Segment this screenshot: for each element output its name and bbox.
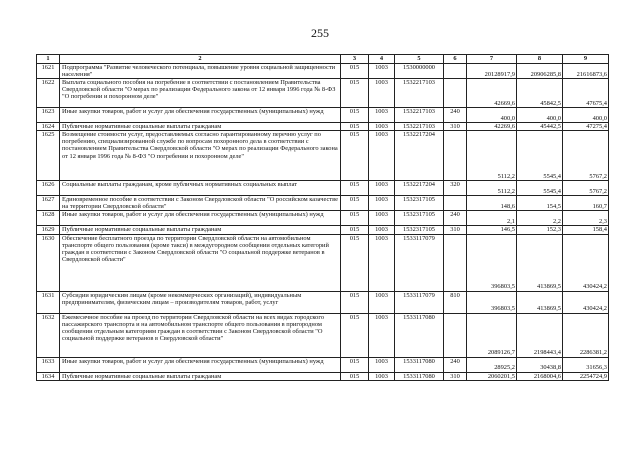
value-col-8: 20906285,8: [517, 64, 563, 79]
row-number: 1621: [37, 64, 60, 79]
target-article-code: 1533117080: [395, 357, 444, 372]
value-col-7: 400,0: [467, 108, 517, 123]
table-row: [37, 372, 609, 380]
column-header: 3: [341, 55, 369, 64]
value-col-9: 47675,4: [563, 79, 609, 108]
row-name: Выплата социального пособия на погребение в соответствии с постановлением Правительства Свердловской области "О мерах по реализации Федерального закона от 12 января 1996 года № 8-ФЗ "О погребении и похоронном деле": [60, 79, 341, 108]
section-code: 1003: [369, 234, 395, 291]
target-article-code: 1532217204: [395, 131, 444, 181]
section-code: 1003: [369, 131, 395, 181]
target-article-code: 1533117079: [395, 291, 444, 313]
target-article-code: 1532317105: [395, 196, 444, 211]
expense-type-code: [444, 131, 467, 181]
expense-type-code: 310: [444, 372, 467, 380]
admin-code: 015: [341, 196, 369, 211]
row-name: Публичные нормативные социальные выплаты гражданам: [60, 226, 341, 234]
expense-type-code: [444, 234, 467, 291]
admin-code: 015: [341, 313, 369, 357]
budget-table: [36, 54, 609, 381]
section-code: 1003: [369, 64, 395, 79]
table-row: [37, 79, 609, 108]
table-row: [37, 123, 609, 131]
row-number: 1626: [37, 181, 60, 196]
value-col-9: 5767,2: [563, 131, 609, 181]
row-name: Ежемесячное пособие на проезд по территории Свердловской области на всех видах городского пассажирского транспорта и на автомобильном транспорте общего пользования в пригородном сообщении отдельным категориям граждан в соответствии с Законом Свердловской области "О социальной поддержке ветеранов в Свердловской области": [60, 313, 341, 357]
value-col-9: 21616873,6: [563, 64, 609, 79]
row-name: Публичные нормативные социальные выплаты гражданам: [60, 123, 341, 131]
section-code: 1003: [369, 291, 395, 313]
table-row: [37, 181, 609, 196]
column-header: 6: [444, 55, 467, 64]
section-code: 1003: [369, 357, 395, 372]
value-col-7: 5112,2: [467, 131, 517, 181]
value-col-7: 2060201,5: [467, 372, 517, 380]
value-col-9: 31656,3: [563, 357, 609, 372]
section-code: 1003: [369, 226, 395, 234]
value-col-8: 2198443,4: [517, 313, 563, 357]
section-code: 1003: [369, 313, 395, 357]
value-col-9: 2254724,9: [563, 372, 609, 380]
admin-code: 015: [341, 234, 369, 291]
table-row: [37, 211, 609, 226]
expense-type-code: 320: [444, 181, 467, 196]
expense-type-code: [444, 64, 467, 79]
value-col-7: 20128917,9: [467, 64, 517, 79]
column-header: 1: [37, 55, 60, 64]
column-header: 8: [517, 55, 563, 64]
row-name: Возмещение стоимости услуг, предоставляемых согласно гарантированному перечню услуг по погребению, специализированной службе по вопросам похоронного дела в соответствии с постановлением Правительства Свердловской области "О мерах по реализации Федерального закона от 12 января 1996 года № 8-ФЗ "О погребении и похоронном деле": [60, 131, 341, 181]
value-col-9: 5767,2: [563, 181, 609, 196]
value-col-7: 2,1: [467, 211, 517, 226]
page-number: 255: [311, 26, 329, 40]
target-article-code: 1533117080: [395, 313, 444, 357]
expense-type-code: 810: [444, 291, 467, 313]
value-col-8: 5545,4: [517, 131, 563, 181]
row-name: Социальные выплаты гражданам, кроме публичных нормативных социальных выплат: [60, 181, 341, 196]
row-number: 1624: [37, 123, 60, 131]
column-header: 5: [395, 55, 444, 64]
target-article-code: 1532317105: [395, 226, 444, 234]
row-name: Подпрограмма "Развитие человеческого потенциала, повышение уровня социальной защищенности населения": [60, 64, 341, 79]
value-col-7: 5112,2: [467, 181, 517, 196]
row-name: Иные закупки товаров, работ и услуг для обеспечения государственных (муниципальных) нужд: [60, 211, 341, 226]
row-number: 1634: [37, 372, 60, 380]
column-header: 2: [60, 55, 341, 64]
row-number: 1622: [37, 79, 60, 108]
table-row: [37, 64, 609, 79]
table-row: [37, 234, 609, 291]
target-article-code: 1532217103: [395, 108, 444, 123]
admin-code: 015: [341, 181, 369, 196]
admin-code: 015: [341, 131, 369, 181]
value-col-8: 45842,5: [517, 79, 563, 108]
value-col-7: 148,6: [467, 196, 517, 211]
table-header-row: [37, 55, 609, 64]
admin-code: 015: [341, 291, 369, 313]
value-col-7: 396803,5: [467, 291, 517, 313]
expense-type-code: 310: [444, 123, 467, 131]
table-row: [37, 291, 609, 313]
table-row: [37, 313, 609, 357]
value-col-7: 42669,6: [467, 79, 517, 108]
value-col-9: 430424,2: [563, 291, 609, 313]
row-name: Иные закупки товаров, работ и услуг для обеспечения государственных (муниципальных) нужд: [60, 357, 341, 372]
admin-code: 015: [341, 226, 369, 234]
value-col-8: 154,5: [517, 196, 563, 211]
table-row: [37, 131, 609, 181]
value-col-9: 400,0: [563, 108, 609, 123]
column-header: 7: [467, 55, 517, 64]
row-number: 1633: [37, 357, 60, 372]
value-col-7: 42269,6: [467, 123, 517, 131]
row-name: Субсидии юридическим лицам (кроме некоммерческих организаций), индивидуальным предпринимателям, физическим лицам – производителям товаров, работ, услуг: [60, 291, 341, 313]
value-col-8: 45442,5: [517, 123, 563, 131]
row-name: Публичные нормативные социальные выплаты гражданам: [60, 372, 341, 380]
value-col-8: 30438,8: [517, 357, 563, 372]
admin-code: 015: [341, 79, 369, 108]
expense-type-code: 240: [444, 357, 467, 372]
table-row: [37, 226, 609, 234]
table-row: [37, 108, 609, 123]
admin-code: 015: [341, 211, 369, 226]
section-code: 1003: [369, 181, 395, 196]
value-col-7: 28925,2: [467, 357, 517, 372]
row-number: 1623: [37, 108, 60, 123]
row-number: 1631: [37, 291, 60, 313]
section-code: 1003: [369, 79, 395, 108]
section-code: 1003: [369, 108, 395, 123]
row-number: 1630: [37, 234, 60, 291]
target-article-code: 1532317105: [395, 211, 444, 226]
value-col-9: 2,3: [563, 211, 609, 226]
column-header: 9: [563, 55, 609, 64]
expense-type-code: 240: [444, 108, 467, 123]
column-header: 4: [369, 55, 395, 64]
target-article-code: 1532217103: [395, 79, 444, 108]
target-article-code: 1530000000: [395, 64, 444, 79]
target-article-code: 1533117080: [395, 372, 444, 380]
value-col-8: 413869,5: [517, 291, 563, 313]
value-col-9: 160,7: [563, 196, 609, 211]
target-article-code: 1533117079: [395, 234, 444, 291]
target-article-code: 1532217103: [395, 123, 444, 131]
value-col-7: 2089126,7: [467, 313, 517, 357]
value-col-8: 413869,5: [517, 234, 563, 291]
admin-code: 015: [341, 372, 369, 380]
value-col-8: 2,2: [517, 211, 563, 226]
value-col-8: 400,0: [517, 108, 563, 123]
section-code: 1003: [369, 211, 395, 226]
value-col-7: 396803,5: [467, 234, 517, 291]
expense-type-code: 310: [444, 226, 467, 234]
row-name: Иные закупки товаров, работ и услуг для обеспечения государственных (муниципальных) нужд: [60, 108, 341, 123]
admin-code: 015: [341, 357, 369, 372]
expense-type-code: [444, 196, 467, 211]
value-col-8: 2168004,6: [517, 372, 563, 380]
section-code: 1003: [369, 372, 395, 380]
row-number: 1627: [37, 196, 60, 211]
admin-code: 015: [341, 108, 369, 123]
value-col-9: 430424,2: [563, 234, 609, 291]
expense-type-code: 240: [444, 211, 467, 226]
row-name: Обеспечение бесплатного проезда по территории Свердловской области на автомобильном транспорте общего пользования (кроме такси) в междугородном сообщении отдельных категорий граждан в соответствии с Законом Свердловской области "О социальной поддержке ветеранов в Свердловской области": [60, 234, 341, 291]
admin-code: 015: [341, 123, 369, 131]
section-code: 1003: [369, 196, 395, 211]
table-row: [37, 196, 609, 211]
expense-type-code: [444, 79, 467, 108]
value-col-9: 158,4: [563, 226, 609, 234]
table-row: [37, 357, 609, 372]
value-col-8: 152,3: [517, 226, 563, 234]
value-col-9: 47275,4: [563, 123, 609, 131]
row-name: Единовременное пособие в соответствии с Законом Свердловской области "О российском казачестве на территории Свердловской области": [60, 196, 341, 211]
admin-code: 015: [341, 64, 369, 79]
value-col-8: 5545,4: [517, 181, 563, 196]
value-col-9: 2286381,2: [563, 313, 609, 357]
row-number: 1625: [37, 131, 60, 181]
target-article-code: 1532217204: [395, 181, 444, 196]
value-col-7: 146,5: [467, 226, 517, 234]
section-code: 1003: [369, 123, 395, 131]
row-number: 1632: [37, 313, 60, 357]
row-number: 1629: [37, 226, 60, 234]
expense-type-code: [444, 313, 467, 357]
row-number: 1628: [37, 211, 60, 226]
